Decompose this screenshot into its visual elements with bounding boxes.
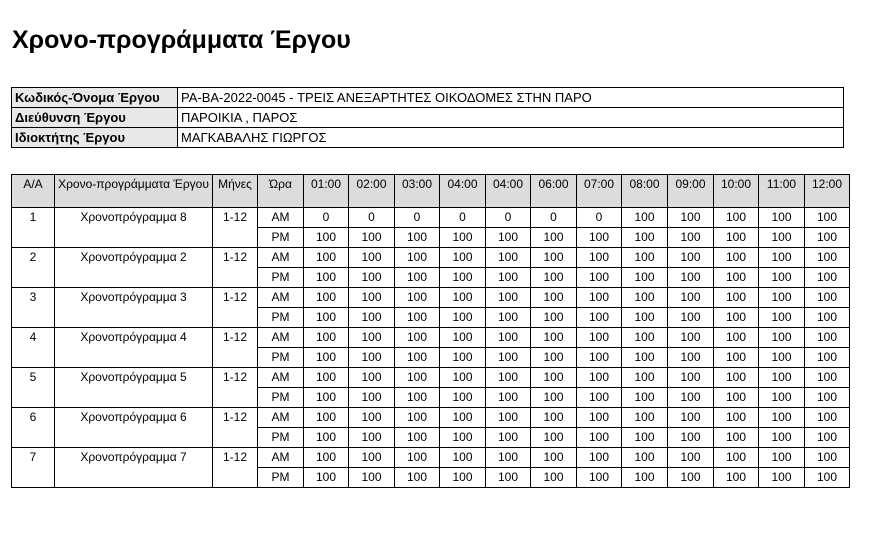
hour-value-cell: 100	[577, 448, 622, 468]
row-schedule-blank	[55, 228, 213, 248]
row-months: 1-12	[213, 208, 258, 228]
table-row	[12, 268, 850, 288]
hour-value-cell: 100	[304, 348, 349, 368]
table-row	[12, 288, 850, 308]
hour-value-cell: 100	[759, 288, 805, 308]
hour-value-cell: 100	[349, 268, 395, 288]
hour-value-cell: 100	[714, 408, 759, 428]
row-index: 5	[12, 368, 55, 388]
hour-value-cell: 100	[349, 348, 395, 368]
table-row	[12, 308, 850, 328]
row-index-blank	[12, 268, 55, 288]
hour-value-cell: 100	[622, 428, 668, 448]
hour-value-cell: 100	[304, 328, 349, 348]
page-title: Χρονο-προγράμματα Έργου	[12, 26, 351, 54]
hour-value-cell: 100	[668, 468, 714, 488]
table-row	[12, 328, 850, 348]
table-row	[12, 408, 850, 428]
col-header-hour: 03:00	[395, 175, 440, 208]
project-address-label: Διεύθυνση Έργου	[12, 108, 178, 128]
hour-value-cell: 100	[577, 248, 622, 268]
hour-value-cell: 100	[759, 428, 805, 448]
hour-value-cell: 100	[622, 468, 668, 488]
row-schedule-name: Χρονοπρόγραμμα 4	[55, 328, 213, 348]
row-index-blank	[12, 348, 55, 368]
hour-value-cell: 100	[759, 268, 805, 288]
row-index-blank	[12, 308, 55, 328]
hour-value-cell: 100	[622, 348, 668, 368]
hour-value-cell: 100	[668, 328, 714, 348]
hour-value-cell: 100	[304, 388, 349, 408]
hour-value-cell: 100	[440, 388, 486, 408]
project-info-row	[12, 128, 844, 148]
hour-value-cell: 100	[395, 328, 440, 348]
hour-value-cell: 100	[759, 368, 805, 388]
hour-value-cell: 100	[531, 408, 577, 428]
hour-value-cell: 100	[622, 208, 668, 228]
hour-value-cell: 0	[531, 208, 577, 228]
col-header-hour: 02:00	[349, 175, 395, 208]
hour-value-cell: 100	[805, 328, 850, 348]
hour-value-cell: 100	[668, 348, 714, 368]
hour-value-cell: 100	[759, 208, 805, 228]
hour-value-cell: 100	[714, 288, 759, 308]
hour-value-cell: 100	[805, 308, 850, 328]
row-schedule-name: Χρονοπρόγραμμα 2	[55, 248, 213, 268]
hour-value-cell: 100	[304, 408, 349, 428]
hour-value-cell: 100	[668, 248, 714, 268]
row-schedule-name: Χρονοπρόγραμμα 8	[55, 208, 213, 228]
hour-value-cell: 100	[486, 368, 531, 388]
project-info-row	[12, 108, 844, 128]
row-period-am: AM	[258, 248, 304, 268]
row-period-pm: PM	[258, 228, 304, 248]
table-header-row	[12, 175, 850, 208]
hour-value-cell: 100	[714, 368, 759, 388]
hour-value-cell: 100	[577, 468, 622, 488]
hour-value-cell: 100	[486, 468, 531, 488]
hour-value-cell: 100	[486, 408, 531, 428]
hour-value-cell: 100	[486, 448, 531, 468]
row-schedule-name: Χρονοπρόγραμμα 5	[55, 368, 213, 388]
hour-value-cell: 100	[531, 328, 577, 348]
row-months-blank	[213, 308, 258, 328]
col-header-schedule: Χρονο-προγράμματα Έργου	[55, 175, 213, 208]
row-period-am: AM	[258, 208, 304, 228]
col-header-hour: 12:00	[805, 175, 850, 208]
hour-value-cell: 100	[440, 228, 486, 248]
col-header-hour: 07:00	[577, 175, 622, 208]
hour-value-cell: 100	[577, 368, 622, 388]
hour-value-cell: 100	[395, 248, 440, 268]
row-index: 6	[12, 408, 55, 428]
hour-value-cell: 100	[349, 368, 395, 388]
hour-value-cell: 100	[349, 448, 395, 468]
hour-value-cell: 100	[486, 228, 531, 248]
row-months-blank	[213, 268, 258, 288]
hour-value-cell: 100	[486, 388, 531, 408]
hour-value-cell: 100	[668, 428, 714, 448]
hour-value-cell: 100	[714, 308, 759, 328]
table-row	[12, 208, 850, 228]
hour-value-cell: 100	[805, 208, 850, 228]
row-schedule-blank	[55, 468, 213, 488]
col-header-hour: 06:00	[531, 175, 577, 208]
col-header-hour: 08:00	[622, 175, 668, 208]
hour-value-cell: 100	[668, 308, 714, 328]
row-period-pm: PM	[258, 348, 304, 368]
hour-value-cell: 100	[622, 268, 668, 288]
hour-value-cell: 100	[622, 328, 668, 348]
row-months: 1-12	[213, 368, 258, 388]
row-index: 4	[12, 328, 55, 348]
row-months-blank	[213, 468, 258, 488]
row-period-am: AM	[258, 288, 304, 308]
row-schedule-name: Χρονοπρόγραμμα 6	[55, 408, 213, 428]
row-period-pm: PM	[258, 468, 304, 488]
hour-value-cell: 100	[395, 388, 440, 408]
row-index-blank	[12, 428, 55, 448]
row-months: 1-12	[213, 448, 258, 468]
row-index: 2	[12, 248, 55, 268]
col-header-period: Ώρα	[258, 175, 304, 208]
hour-value-cell: 100	[349, 428, 395, 448]
hour-value-cell: 100	[577, 228, 622, 248]
row-period-am: AM	[258, 408, 304, 428]
hour-value-cell: 100	[531, 228, 577, 248]
hour-value-cell: 100	[440, 468, 486, 488]
row-period-am: AM	[258, 448, 304, 468]
project-code-label: Κωδικός-Όνομα Έργου	[12, 88, 178, 108]
hour-value-cell: 100	[531, 268, 577, 288]
hour-value-cell: 100	[486, 348, 531, 368]
project-info-table	[11, 87, 844, 148]
hour-value-cell: 100	[304, 448, 349, 468]
row-months-blank	[213, 388, 258, 408]
hour-value-cell: 100	[531, 368, 577, 388]
hour-value-cell: 100	[668, 228, 714, 248]
hour-value-cell: 100	[304, 248, 349, 268]
hour-value-cell: 100	[805, 428, 850, 448]
hour-value-cell: 100	[304, 368, 349, 388]
hour-value-cell: 100	[440, 308, 486, 328]
row-months: 1-12	[213, 248, 258, 268]
hour-value-cell: 100	[486, 328, 531, 348]
hour-value-cell: 100	[805, 268, 850, 288]
hour-value-cell: 0	[304, 208, 349, 228]
hour-value-cell: 100	[531, 468, 577, 488]
schedules-table	[11, 174, 850, 488]
hour-value-cell: 100	[759, 388, 805, 408]
hour-value-cell: 100	[531, 348, 577, 368]
hour-value-cell: 100	[577, 408, 622, 428]
col-header-hour: 09:00	[668, 175, 714, 208]
hour-value-cell: 100	[304, 228, 349, 248]
hour-value-cell: 100	[759, 248, 805, 268]
row-index-blank	[12, 468, 55, 488]
hour-value-cell: 100	[486, 428, 531, 448]
row-index-blank	[12, 228, 55, 248]
hour-value-cell: 100	[577, 308, 622, 328]
hour-value-cell: 100	[577, 388, 622, 408]
hour-value-cell: 100	[714, 388, 759, 408]
table-row	[12, 388, 850, 408]
hour-value-cell: 100	[395, 268, 440, 288]
hour-value-cell: 100	[805, 228, 850, 248]
hour-value-cell: 100	[577, 348, 622, 368]
hour-value-cell: 100	[531, 308, 577, 328]
row-months: 1-12	[213, 328, 258, 348]
hour-value-cell: 100	[805, 468, 850, 488]
hour-value-cell: 100	[531, 448, 577, 468]
hour-value-cell: 100	[759, 408, 805, 428]
col-header-hour: 10:00	[714, 175, 759, 208]
hour-value-cell: 100	[531, 288, 577, 308]
row-period-pm: PM	[258, 428, 304, 448]
hour-value-cell: 100	[622, 388, 668, 408]
col-header-hour: 04:00	[440, 175, 486, 208]
hour-value-cell: 100	[395, 348, 440, 368]
hour-value-cell: 100	[349, 308, 395, 328]
hour-value-cell: 100	[304, 468, 349, 488]
hour-value-cell: 100	[395, 428, 440, 448]
row-schedule-name: Χρονοπρόγραμμα 7	[55, 448, 213, 468]
hour-value-cell: 100	[440, 448, 486, 468]
hour-value-cell: 100	[440, 248, 486, 268]
hour-value-cell: 100	[759, 228, 805, 248]
hour-value-cell: 100	[440, 328, 486, 348]
hour-value-cell: 100	[395, 368, 440, 388]
col-header-hour: 11:00	[759, 175, 805, 208]
hour-value-cell: 100	[668, 448, 714, 468]
hour-value-cell: 100	[304, 268, 349, 288]
hour-value-cell: 100	[395, 468, 440, 488]
row-months-blank	[213, 348, 258, 368]
hour-value-cell: 100	[486, 268, 531, 288]
hour-value-cell: 0	[577, 208, 622, 228]
row-months-blank	[213, 228, 258, 248]
hour-value-cell: 100	[805, 248, 850, 268]
hour-value-cell: 100	[714, 208, 759, 228]
hour-value-cell: 100	[395, 228, 440, 248]
hour-value-cell: 100	[304, 428, 349, 448]
table-row	[12, 228, 850, 248]
table-row	[12, 248, 850, 268]
hour-value-cell: 100	[440, 408, 486, 428]
hour-value-cell: 100	[714, 248, 759, 268]
hour-value-cell: 100	[486, 248, 531, 268]
row-months: 1-12	[213, 408, 258, 428]
row-period-pm: PM	[258, 388, 304, 408]
hour-value-cell: 100	[668, 208, 714, 228]
hour-value-cell: 100	[714, 448, 759, 468]
row-period-am: AM	[258, 368, 304, 388]
hour-value-cell: 100	[714, 428, 759, 448]
hour-value-cell: 100	[349, 388, 395, 408]
hour-value-cell: 100	[349, 248, 395, 268]
hour-value-cell: 100	[759, 308, 805, 328]
hour-value-cell: 100	[622, 248, 668, 268]
hour-value-cell: 100	[622, 228, 668, 248]
row-schedule-blank	[55, 348, 213, 368]
row-schedule-blank	[55, 268, 213, 288]
hour-value-cell: 100	[759, 328, 805, 348]
hour-value-cell: 100	[668, 268, 714, 288]
row-index: 3	[12, 288, 55, 308]
table-row	[12, 468, 850, 488]
row-schedule-blank	[55, 388, 213, 408]
hour-value-cell: 100	[304, 308, 349, 328]
hour-value-cell: 100	[531, 248, 577, 268]
row-schedule-name: Χρονοπρόγραμμα 3	[55, 288, 213, 308]
hour-value-cell: 100	[395, 408, 440, 428]
hour-value-cell: 100	[531, 388, 577, 408]
hour-value-cell: 100	[805, 408, 850, 428]
hour-value-cell: 100	[714, 468, 759, 488]
hour-value-cell: 100	[805, 448, 850, 468]
hour-value-cell: 100	[622, 448, 668, 468]
hour-value-cell: 100	[759, 448, 805, 468]
hour-value-cell: 100	[395, 288, 440, 308]
project-address-value: ΠΑΡΟΙΚΙΑ , ΠΑΡΟΣ	[178, 108, 844, 128]
row-index: 7	[12, 448, 55, 468]
col-header-hour: 01:00	[304, 175, 349, 208]
project-code-value: PA-BA-2022-0045 - ΤΡΕΙΣ ΑΝΕΞΑΡΤΗΤΕΣ ΟΙΚΟΔΟΜΕΣ ΣΤΗΝ ΠΑΡΟ	[178, 88, 844, 108]
hour-value-cell: 100	[440, 268, 486, 288]
hour-value-cell: 100	[668, 388, 714, 408]
hour-value-cell: 100	[531, 428, 577, 448]
hour-value-cell: 100	[668, 408, 714, 428]
row-schedule-blank	[55, 308, 213, 328]
row-period-pm: PM	[258, 308, 304, 328]
hour-value-cell: 100	[577, 288, 622, 308]
hour-value-cell: 100	[486, 288, 531, 308]
hour-value-cell: 100	[668, 368, 714, 388]
hour-value-cell: 100	[805, 368, 850, 388]
hour-value-cell: 100	[577, 268, 622, 288]
col-header-hour: 04:00	[486, 175, 531, 208]
row-period-pm: PM	[258, 268, 304, 288]
hour-value-cell: 100	[486, 308, 531, 328]
col-header-index: Α/Α	[12, 175, 55, 208]
hour-value-cell: 100	[577, 328, 622, 348]
table-row	[12, 428, 850, 448]
hour-value-cell: 100	[714, 268, 759, 288]
row-months-blank	[213, 428, 258, 448]
hour-value-cell: 100	[714, 228, 759, 248]
hour-value-cell: 100	[577, 428, 622, 448]
hour-value-cell: 100	[714, 328, 759, 348]
hour-value-cell: 0	[349, 208, 395, 228]
hour-value-cell: 100	[304, 288, 349, 308]
hour-value-cell: 100	[349, 328, 395, 348]
hour-value-cell: 100	[349, 408, 395, 428]
table-row	[12, 368, 850, 388]
row-index: 1	[12, 208, 55, 228]
project-owner-label: Ιδιοκτήτης Έργου	[12, 128, 178, 148]
row-index-blank	[12, 388, 55, 408]
hour-value-cell: 100	[622, 408, 668, 428]
hour-value-cell: 100	[622, 308, 668, 328]
hour-value-cell: 100	[622, 368, 668, 388]
row-period-am: AM	[258, 328, 304, 348]
row-months: 1-12	[213, 288, 258, 308]
hour-value-cell: 100	[622, 288, 668, 308]
hour-value-cell: 100	[805, 348, 850, 368]
hour-value-cell: 100	[805, 288, 850, 308]
hour-value-cell: 100	[349, 468, 395, 488]
hour-value-cell: 100	[395, 308, 440, 328]
hour-value-cell: 100	[349, 228, 395, 248]
project-owner-value: ΜΑΓΚΑΒΑΛΗΣ ΓΙΩΡΓΟΣ	[178, 128, 844, 148]
row-schedule-blank	[55, 428, 213, 448]
col-header-months: Μήνες	[213, 175, 258, 208]
table-row	[12, 448, 850, 468]
hour-value-cell: 0	[440, 208, 486, 228]
hour-value-cell: 0	[395, 208, 440, 228]
hour-value-cell: 100	[349, 288, 395, 308]
hour-value-cell: 100	[440, 348, 486, 368]
hour-value-cell: 100	[759, 348, 805, 368]
hour-value-cell: 0	[486, 208, 531, 228]
table-row	[12, 348, 850, 368]
hour-value-cell: 100	[395, 448, 440, 468]
hour-value-cell: 100	[440, 288, 486, 308]
hour-value-cell: 100	[440, 368, 486, 388]
hour-value-cell: 100	[668, 288, 714, 308]
hour-value-cell: 100	[714, 348, 759, 368]
hour-value-cell: 100	[759, 468, 805, 488]
hour-value-cell: 100	[440, 428, 486, 448]
project-info-row	[12, 88, 844, 108]
hour-value-cell: 100	[805, 388, 850, 408]
